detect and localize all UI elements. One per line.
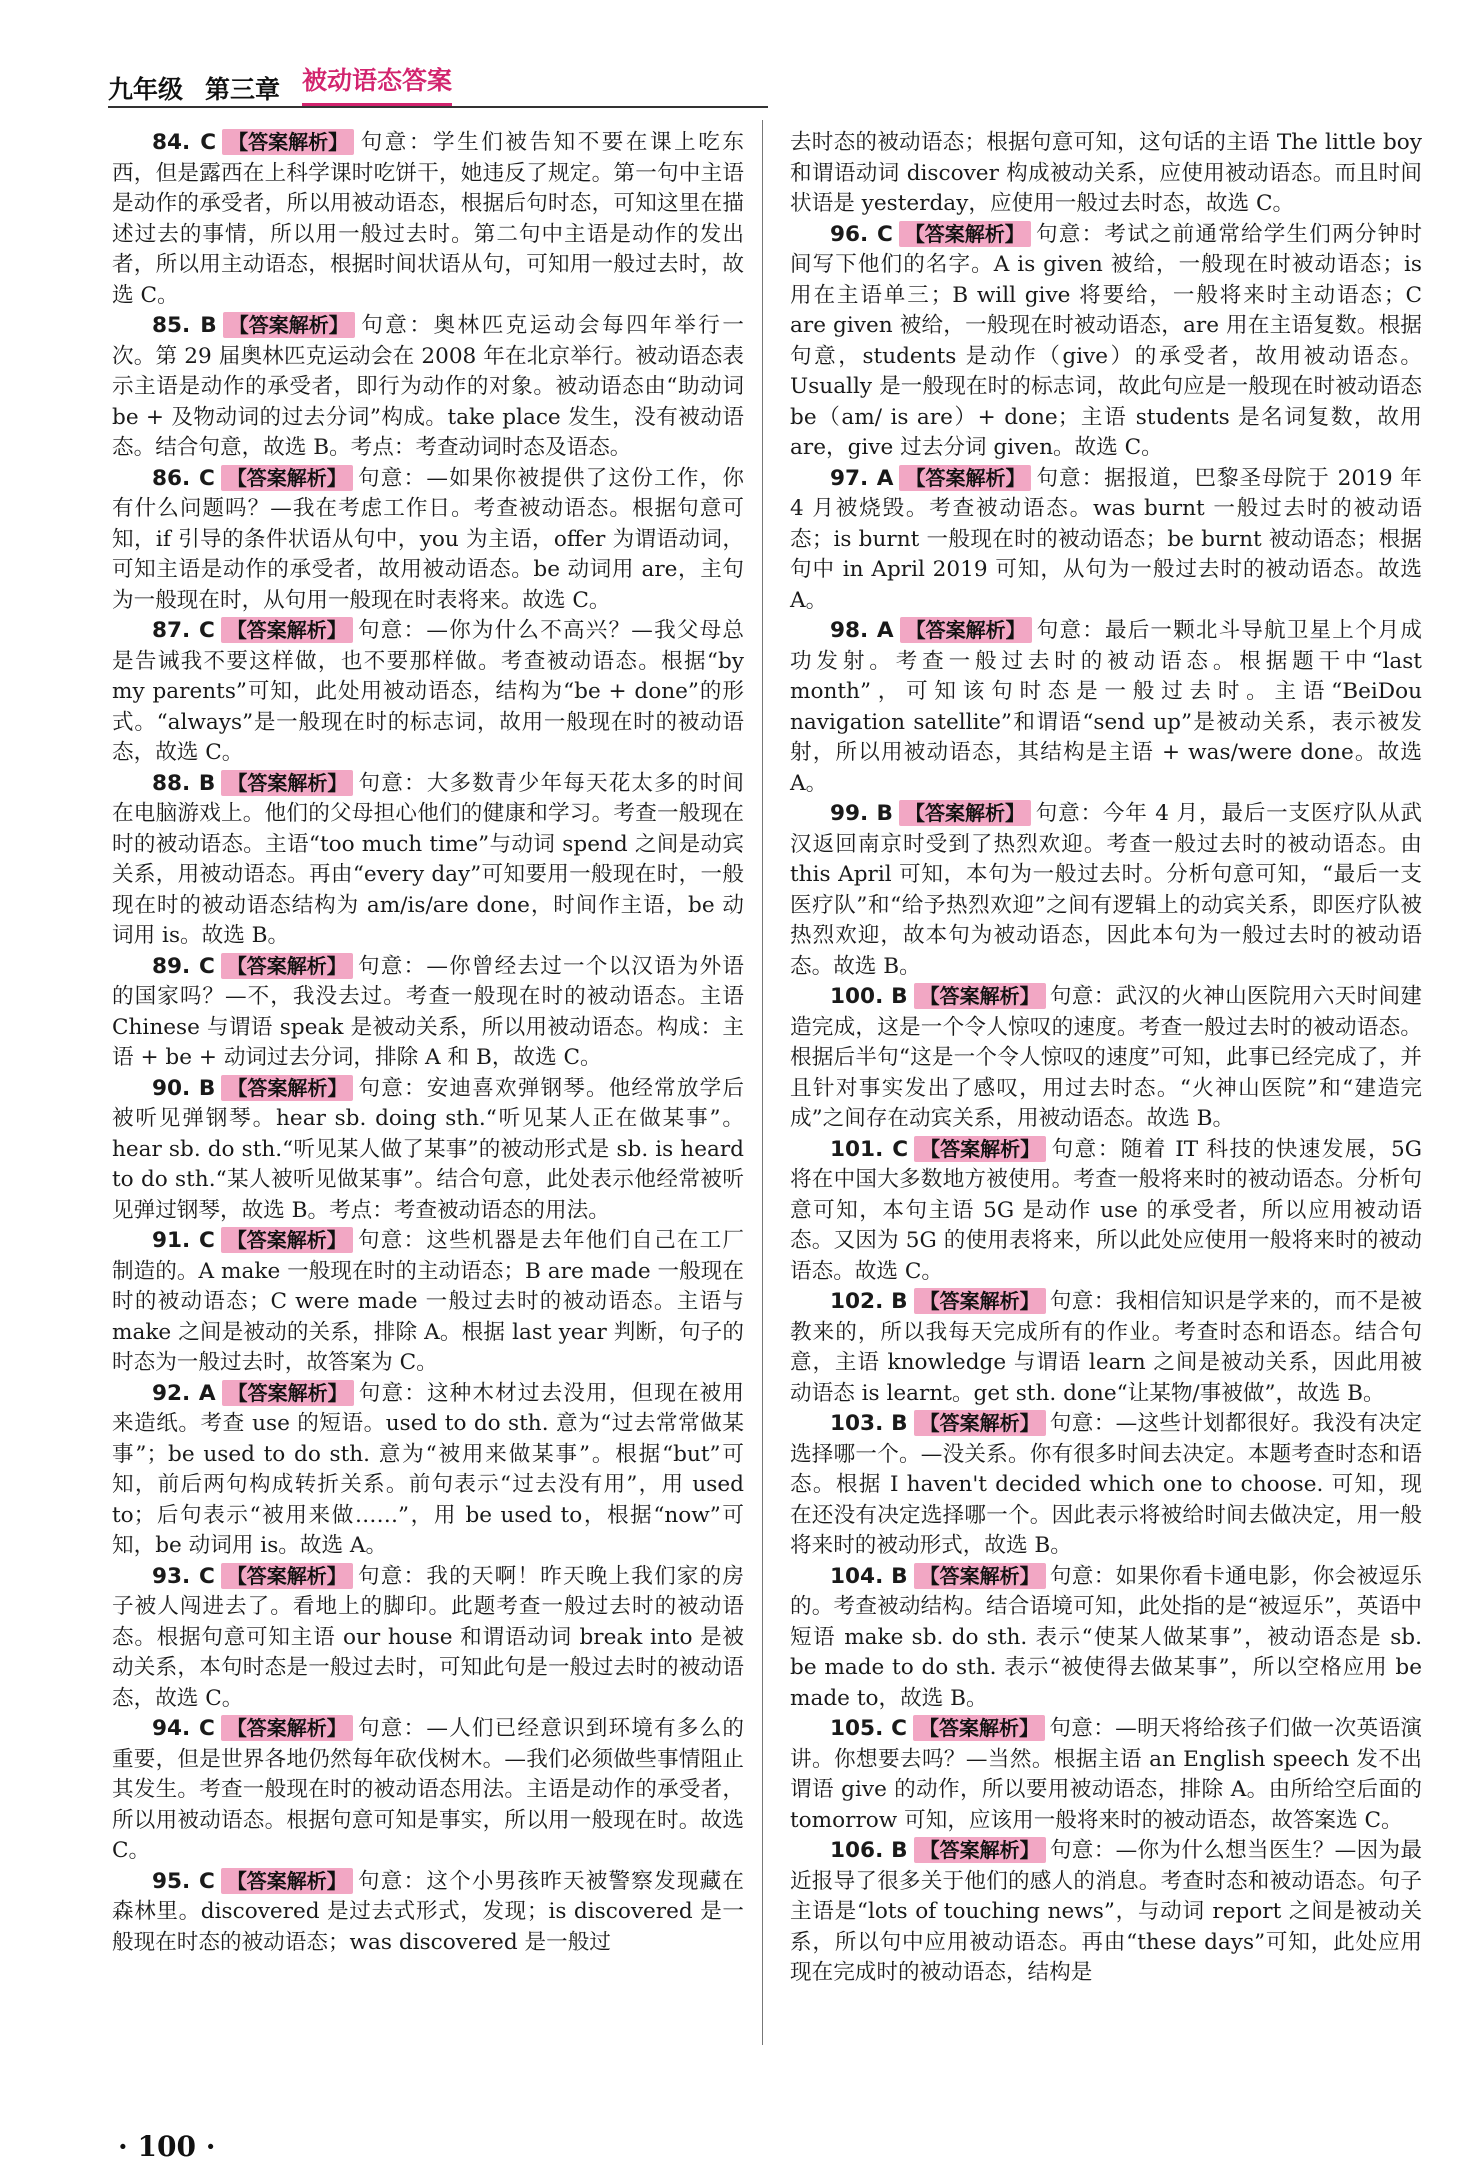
answer-analysis-tag: 【答案解析】 — [914, 1837, 1046, 1863]
answer-text: 句意：—人们已经意识到环境有多么的重要，但是世界各地仍然每年砍伐树木。—我们必须做些事情阻止其发生。考查一般现在时的被动语态用法。主语是动作的承受者，所以用被动语态。根据句意可知是事实，所以用一般现在时。故选 C。 — [112, 1716, 744, 1863]
question-number: 99. B — [830, 801, 894, 826]
answer-entry — [112, 1562, 744, 1715]
question-number: 100. B — [830, 984, 908, 1009]
answer-analysis-tag: 【答案解析】 — [222, 1380, 354, 1406]
answer-analysis-tag: 【答案解析】 — [914, 1563, 1046, 1589]
answer-entry — [790, 128, 1422, 220]
right-column — [790, 128, 1422, 1989]
left-column — [112, 128, 744, 1958]
answer-text: 句意：据报道，巴黎圣母院于 2019 年 4 月被烧毁。考查被动语态。was burnt 一般过去时的被动语态；is burnt 一般现在时的被动语态；be burnt 被动语态；根据句中 in April 2019 可知，从句为一般过去时的被动语态。故选 A。 — [790, 465, 1423, 613]
answer-analysis-tag: 【答案解析】 — [914, 983, 1046, 1009]
answer-analysis-tag: 【答案解析】 — [900, 617, 1032, 643]
answer-analysis-tag: 【答案解析】 — [914, 1288, 1046, 1314]
answer-text: 句意：—你为什么不高兴？—我父母总是告诫我不要这样做，也不要那样做。考查被动语态。根据“by my parents”可知，此处用被动语态，结构为“be + done”的形式。“always”是一般现在时的标志词，故用一般现在时的被动语态，故选 C。 — [112, 618, 744, 765]
answer-entry — [112, 1226, 744, 1379]
answer-entry — [112, 769, 744, 952]
question-number: 105. C — [830, 1716, 907, 1741]
answer-entry — [112, 311, 744, 464]
answer-text: 句意：奥林匹克运动会每四年举行一次。第 29 届奥林匹克运动会在 2008 年在北京举行。被动语态表示主语是动作的承受者，即行为动作的对象。被动语态由“助动词 be + 及物动词的过去分词”构成。take place 发生，没有被动语态。结合句意，故选 B。考点：考查动词时态及语态。 — [112, 313, 744, 460]
question-number: 89. C — [152, 953, 215, 979]
answer-text: 句意：安迪喜欢弹钢琴。他经常放学后被听见弹钢琴。hear sb. doing sth.“听见某人正在做某事”。hear sb. do sth.“听见某人做了某事”的被动形式是 sb. is heard to do sth.“某人被听见做某事”。结合句意，此处表示他经常被听见弹过钢琴，故选 B。考点：考查被动语态的用法。 — [112, 1075, 744, 1223]
answer-text: 句意：我的天啊！昨天晚上我们家的房子被人闯进去了。看地上的脚印。此题考查一般过去时的被动语态。根据句意可知主语 our house 和谓语动词 break into 是被动关系，本句时态是一般过去时，可知此句是一般过去时的被动语态，故选 C。 — [112, 1563, 744, 1711]
answer-analysis-tag: 【答案解析】 — [221, 465, 353, 491]
header-grade: 九年级 — [108, 75, 184, 104]
header-rule — [108, 106, 768, 108]
answer-entry — [112, 1074, 744, 1227]
question-number: 91. C — [152, 1228, 215, 1253]
answer-text: 句意：学生们被告知不要在课上吃东西，但是露西在上科学课时吃饼干，她违反了规定。第一句中主语是动作的承受者，所以用被动语态，根据后句时态，可知这里在描述过去的事情，所以用一般过去时。第二句中主语是动作的发出者，所以用主动语态，根据时间状语从句，可知用一般过去时，故选 C。 — [112, 130, 744, 308]
answer-text: 句意：—如果你被提供了这份工作，你有什么问题吗？—我在考虑工作日。考查被动语态。根据句意可知，if 引导的条件状语从句中，you 为主语，offer 为谓语动词，可知主语是动作的承受者，故用被动语态。be 动词用 are，主句为一般现在时，从句用一般现在时表将来。故选 C。 — [112, 465, 744, 613]
question-number: 94. C — [152, 1716, 215, 1741]
question-number: 103. B — [830, 1411, 908, 1436]
answer-analysis-tag: 【答案解析】 — [914, 1136, 1046, 1162]
answer-entry — [790, 220, 1422, 464]
answer-analysis-tag: 【答案解析】 — [221, 953, 353, 979]
answer-text: 句意：最后一颗北斗导航卫星上个月成功发射。考查一般过去时的被动语态。根据题干中“last month”，可知该句时态是一般过去时。主语“BeiDou navigation satellite”和谓语“send up”是被动关系，表示被发射，所以用被动语态，其结构是主语 + was/were done。故选 A。 — [790, 618, 1422, 796]
answer-analysis-tag: 【答案解析】 — [913, 1715, 1045, 1741]
header-topic: 被动语态答案 — [302, 63, 452, 108]
answer-text: 句意：—你为什么想当医生？—因为最近报导了很多关于他们的感人的消息。考查时态和被动语态。句子主语是“lots of touching news”，与动词 report 之间是被动关系，所以句中应用被动语态。再由“these days”可知，此处应用现在完成时的被动语态，结构是 — [790, 1838, 1422, 1985]
answer-entry — [790, 1409, 1422, 1562]
answer-analysis-tag: 【答案解析】 — [899, 465, 1031, 491]
question-number: 96. C — [830, 221, 893, 247]
answer-entry — [112, 616, 744, 769]
question-number: 104. B — [830, 1563, 908, 1589]
answer-analysis-tag: 【答案解析】 — [221, 1715, 353, 1741]
question-number: 88. B — [152, 770, 216, 796]
header-chapter: 第三章 — [205, 75, 281, 104]
question-number: 97. A — [830, 465, 894, 491]
answer-analysis-tag: 【答案解析】 — [914, 1410, 1046, 1436]
answer-entry — [112, 1379, 744, 1562]
answer-text: 句意：我相信知识是学来的，而不是被教来的，所以我每天完成所有的作业。考查时态和语态。结合句意，主语 knowledge 与谓语 learn 之间是被动关系，因此用被动语态 is learnt。get sth. done“让某物/事被做”，故选 B。 — [790, 1289, 1422, 1406]
answer-entry — [112, 952, 744, 1074]
answer-entry — [112, 128, 744, 311]
answer-text: 句意：—明天将给孩子们做一次英语演讲。你想要去吗？—当然。根据主语 an English speech 发不出谓语 give 的动作，所以要用被动语态，排除 A。由所给空后面的 tomorrow 可知，应该用一般将来时的被动语态，故答案选 C。 — [790, 1716, 1422, 1833]
answer-text: 句意：大多数青少年每天花太多的时间在电脑游戏上。他们的父母担心他们的健康和学习。考查一般现在时的被动语态。主语“too much time”与动词 spend 之间是动宾关系，用被动语态。再由“every day”可知要用一般现在时，一般现在时的被动语态结构为 am/is/are done，时间作主语，be 动词用 is。故选 B。 — [112, 770, 744, 948]
answer-entry — [790, 1562, 1422, 1715]
page-header — [108, 64, 1428, 108]
answer-text: 句意：如果你看卡通电影，你会被逗乐的。考查被动结构。结合语境可知，此处指的是“被逗乐”，英语中短语 make sb. do sth. 表示“使某人做某事”，被动语态是 sb. be made to do sth. 表示“被使得去做某事”，所以空格应用 be made to，故选 B。 — [790, 1563, 1422, 1711]
answer-analysis-tag: 【答案解析】 — [899, 221, 1031, 247]
answer-entry — [790, 1135, 1422, 1288]
column-divider — [762, 120, 763, 2045]
answer-entry — [790, 799, 1422, 982]
question-number: 98. A — [830, 618, 894, 643]
answer-text: 去时态的被动语态；根据句意可知，这句话的主语 The little boy 和谓语动词 discover 构成被动关系，应使用被动语态。而且时间状语是 yesterday，应使用一般过去时态，故选 C。 — [790, 130, 1422, 216]
page-number: · 100 · — [118, 2130, 216, 2163]
answer-entry — [790, 1714, 1422, 1836]
answer-text: 句意：武汉的火神山医院用六天时间建造完成，这是一个令人惊叹的速度。考查一般过去时的被动语态。根据后半句“这是一个令人惊叹的速度”可知，此事已经完成了，并且针对事实发出了感叹，用过去时态。“火神山医院”和“建造完成”之间存在动宾关系，用被动语态。故选 B。 — [790, 984, 1422, 1131]
answer-text: 句意：—你曾经去过一个以汉语为外语的国家吗？—不，我没去过。考查一般现在时的被动语态。主语 Chinese 与谓语 speak 是被动关系，所以用被动语态。构成：主语 + be + 动词过去分词，排除 A 和 B，故选 C。 — [112, 953, 744, 1070]
answer-text: 句意：这个小男孩昨天被警察发现藏在森林里。discovered 是过去式形式，发现；is discovered 是一般现在时态的被动语态；was discovered 是一般过 — [112, 1868, 744, 1955]
answer-entry — [790, 464, 1422, 617]
question-number: 92. A — [152, 1380, 216, 1406]
answer-entry — [790, 982, 1422, 1135]
answer-entry — [790, 1836, 1422, 1989]
answer-entry — [790, 616, 1422, 799]
answer-analysis-tag: 【答案解析】 — [899, 800, 1031, 826]
question-number: 84. C — [152, 130, 217, 155]
answer-analysis-tag: 【答案解析】 — [221, 1868, 353, 1894]
answer-analysis-tag: 【答案解析】 — [223, 312, 355, 338]
question-number: 90. B — [152, 1075, 216, 1101]
answer-entry — [112, 1714, 744, 1867]
question-number: 95. C — [152, 1868, 215, 1894]
question-number: 87. C — [152, 618, 215, 643]
answer-entry — [112, 1867, 744, 1959]
answer-analysis-tag: 【答案解析】 — [221, 1227, 353, 1253]
answer-text: 句意：考试之前通常给学生们两分钟时间写下他们的名字。A is given 被给，一般现在时被动语态；is 用在主语单三；B will give 将要给，一般将来时主动语态；C are given 被给，一般现在时被动语态，are 用在主语复数。根据句意，students 是动作（give）的承受者，故用被动语态。Usually 是一般现在时的标志词，故此句应是一般现在时被动语态 be（am/ is are）+ done；主语 students 是名词复数，故用 are，give 过去分词 given。故选 C。 — [790, 221, 1422, 460]
answer-analysis-tag: 【答案解析】 — [221, 1563, 353, 1589]
question-number: 85. B — [152, 313, 217, 338]
question-number: 106. B — [830, 1838, 908, 1863]
answer-text: 句意：今年 4 月，最后一支医疗队从武汉返回南京时受到了热烈欢迎。考查一般过去时的被动语态。由 this April 可知，本句为一般过去时。分析句意可知，“最后一支医疗队”和“给予热烈欢迎”之间有逻辑上的动宾关系，即医疗队被热烈欢迎，故本句为被动语态，因此本句为一般过去时的被动语态。故选 B。 — [790, 801, 1423, 979]
answer-analysis-tag: 【答案解析】 — [222, 129, 354, 155]
answer-analysis-tag: 【答案解析】 — [221, 1075, 353, 1101]
question-number: 101. C — [830, 1136, 909, 1162]
question-number: 86. C — [152, 465, 215, 491]
answer-text: 句意：随着 IT 科技的快速发展，5G 将在中国大多数地方被使用。考查一般将来时的被动语态。分析句意可知，本句主语 5G 是动作 use 的承受者，所以应用被动语态。又因为 5G 的使用表将来，所以此处应使用一般将来时的被动语态。故选 C。 — [790, 1136, 1422, 1284]
answer-entry — [790, 1287, 1422, 1409]
question-number: 93. C — [152, 1563, 215, 1589]
answer-text: 句意：—这些计划都很好。我没有决定选择哪一个。—没关系。你有很多时间去决定。本题考查时态和语态。根据 I haven't decided which one to choose. 可知，现在还没有决定选择哪一个。因此表示将被给时间去做决定，用一般将来时的被动形式，故选 B。 — [790, 1411, 1422, 1558]
answer-analysis-tag: 【答案解析】 — [221, 770, 353, 796]
answer-text: 句意：这些机器是去年他们自己在工厂制造的。A make 一般现在时的主动语态；B are made 一般现在时的被动语态；C were made 一般过去时的被动语态。主语与 make 之间是被动的关系，排除 A。根据 last year 判断，句子的时态为一般过去时，故答案为 C。 — [112, 1228, 744, 1375]
question-number: 102. B — [830, 1289, 908, 1314]
answer-text: 句意：这种木材过去没用，但现在被用来造纸。考查 use 的短语。used to do sth. 意为“过去常常做某事”；be used to do sth. 意为“被用来做某事”。根据“but”可知，前后两句构成转折关系。前句表示“过去没有用”，用 used to；后句表示“被用来做……”，用 be used to，根据“now”可知，be 动词用 is。故选 A。 — [112, 1380, 744, 1558]
answer-entry — [112, 464, 744, 617]
answer-analysis-tag: 【答案解析】 — [221, 617, 353, 643]
